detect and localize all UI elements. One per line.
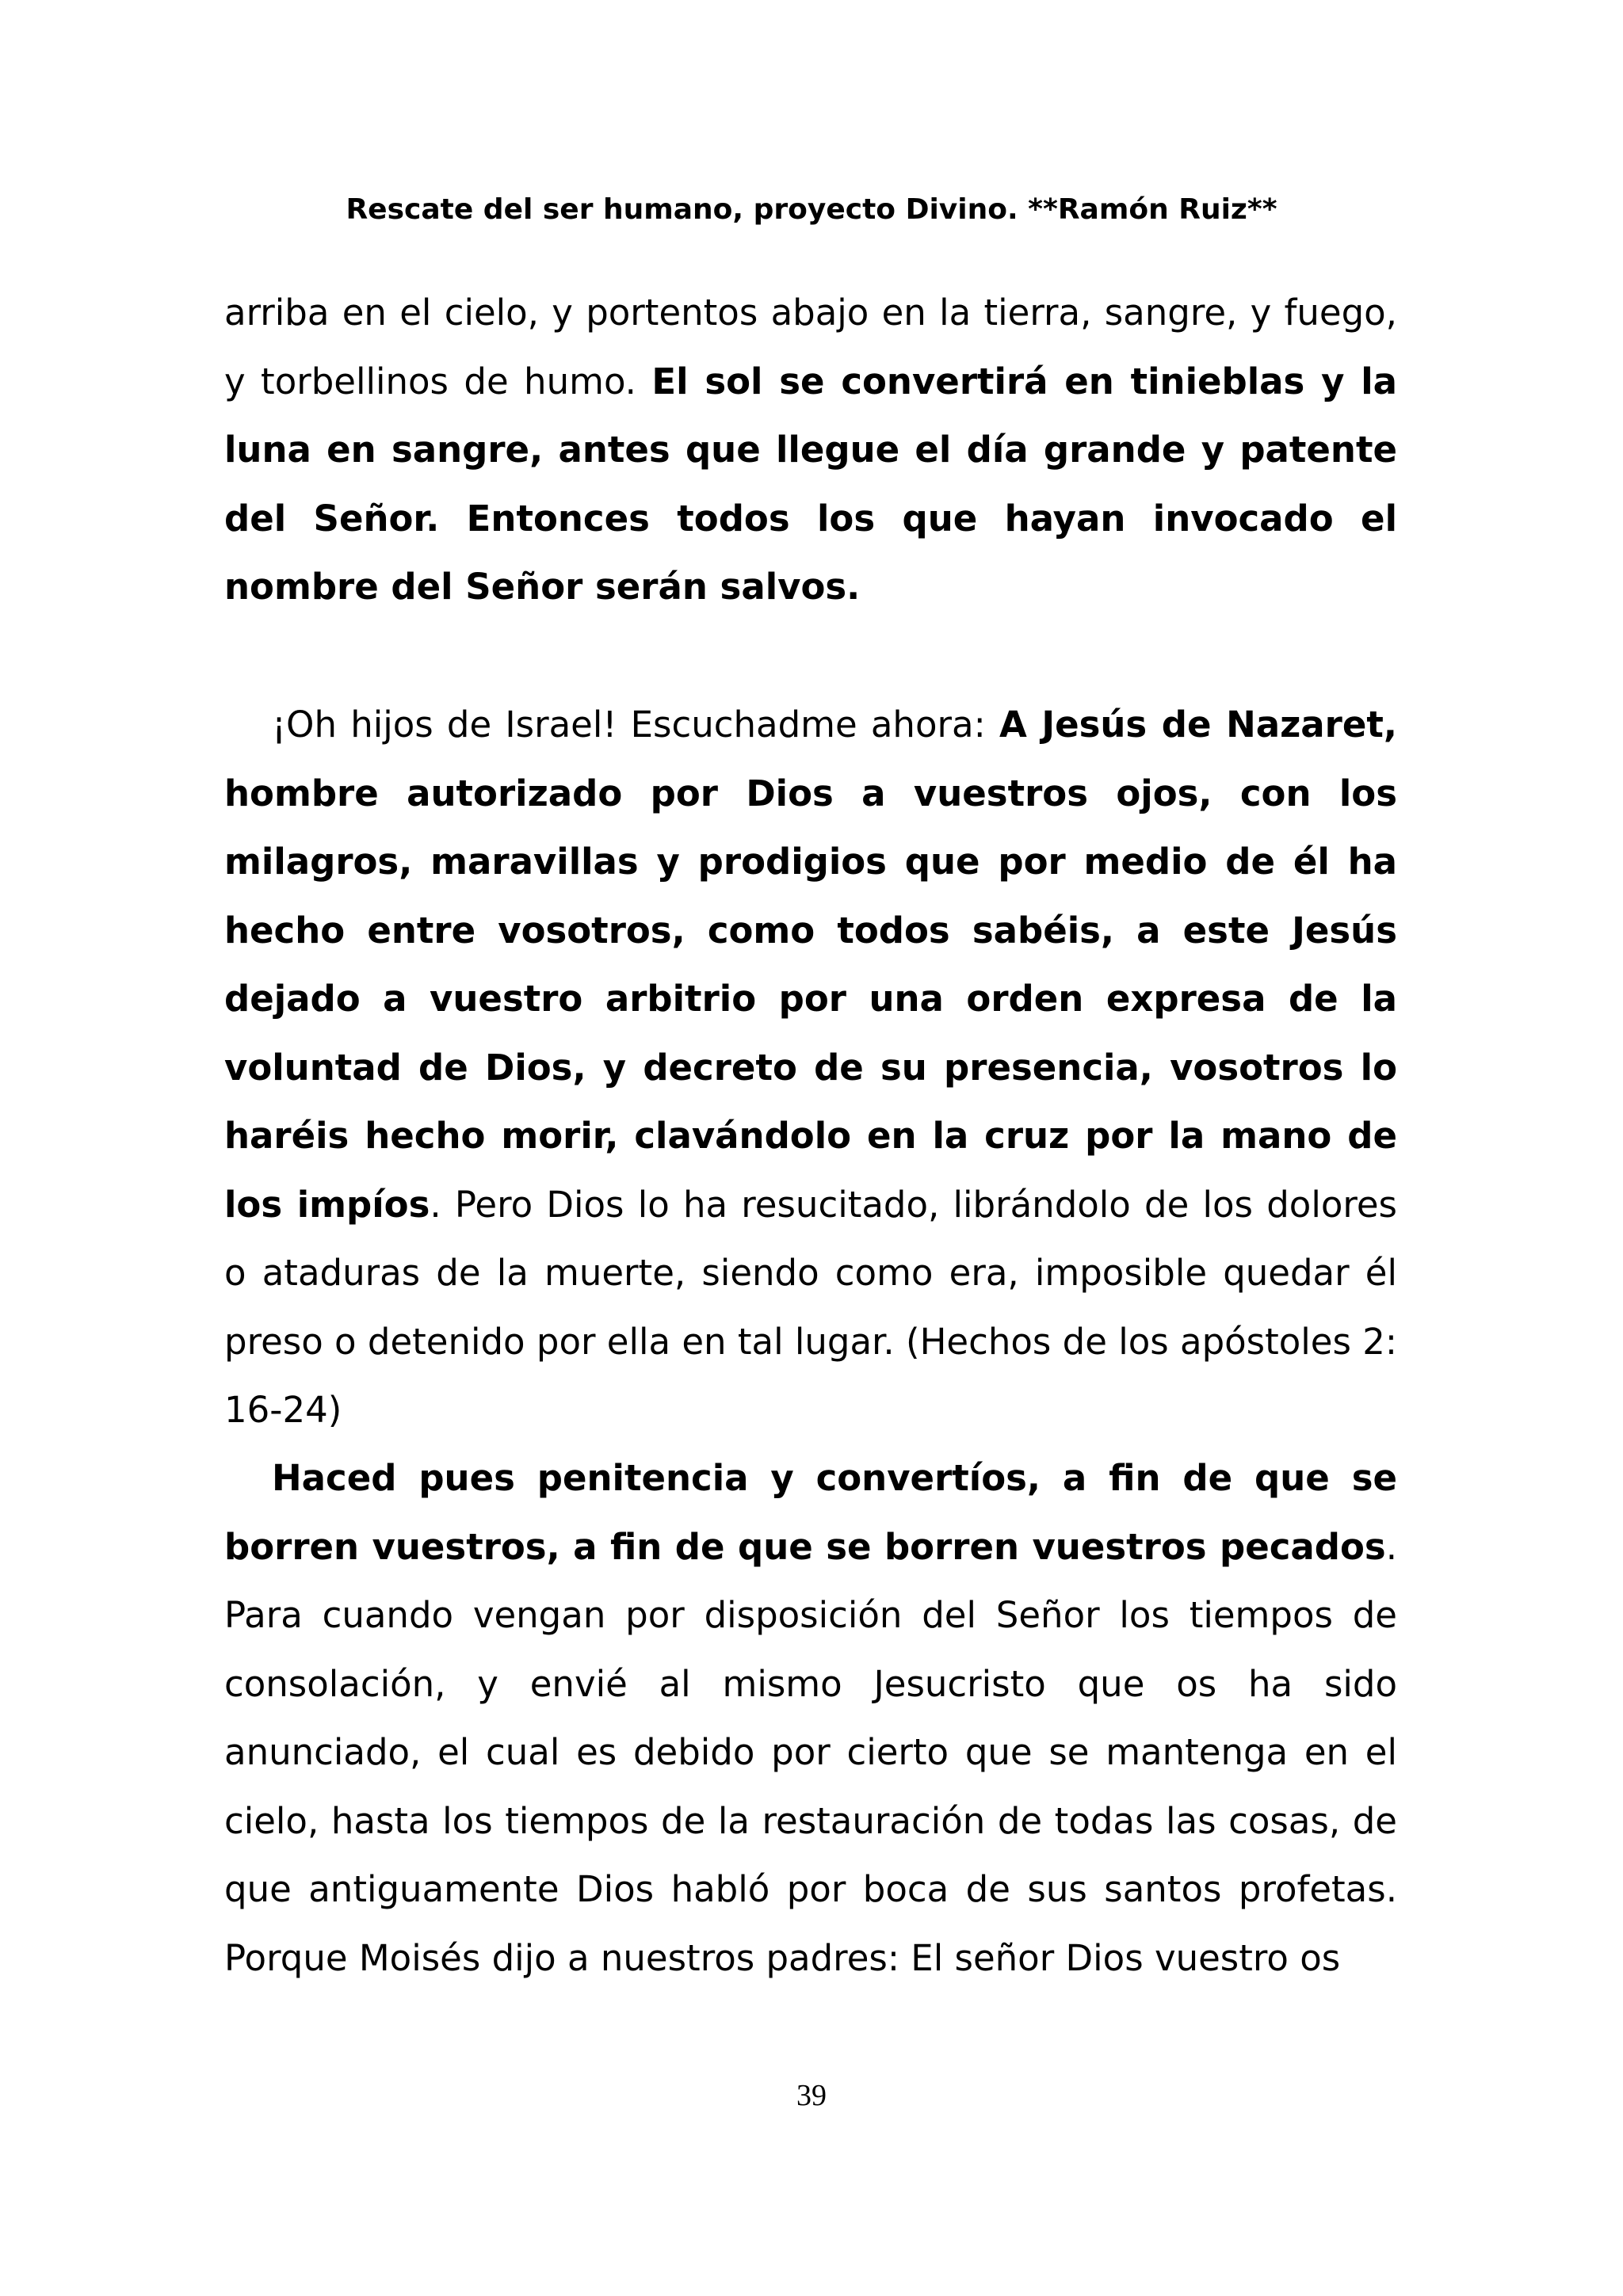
paragraph-2-bold-1: A Jesús de Nazaret, hombre autorizado por Dios a vuestros ojos, con los milagros, maravillas y prodigios que por medio de él ha hecho entre vosotros, como todos sabéis, a este Jesús dejado a vuestro arbitrio por una orden expresa de la voluntad de Dios, y decreto de su presencia, vosotros lo haréis hecho morir, clavándolo en la cruz por la mano de los impíos <box>224 704 1397 1226</box>
paragraph-3-text-1: . Para cuando vengan por disposición del Señor los tiempos de consolación, y envié al mismo Jesucristo que os ha sido anunciado, el cual es debido por cierto que se mantenga en el cielo, hasta los tiempos de la restauración de todas las cosas, de que antiguamente Dios habló por boca de sus santos profetas. Porque Moisés dijo a nuestros padres: El señor Dios vuestro os <box>224 1525 1397 1979</box>
paragraph-2-text-2: . Pero Dios lo ha resucitado, librándolo de los dolores o ataduras de la muerte, siendo como era, imposible quedar él preso o detenido por ella en tal lugar. (Hechos de los apóstoles 2: 16-24) <box>224 1183 1398 1431</box>
paragraph-1 <box>224 279 1397 622</box>
paragraph-3 <box>224 1444 1397 1993</box>
paragraph-1-bold-1: El sol se convertirá en tinieblas y la luna en sangre, antes que llegue el día grande y patente del Señor. Entonces todos los que hayan invocado el nombre del Señor serán salvos. <box>224 360 1398 608</box>
paragraph-3-bold-1: Haced pues penitencia y convertíos, a fin de que se borren vuestros, a fin de que se borren vuestros pecados <box>224 1457 1397 1568</box>
paragraph-1-text-1: arriba en el cielo, y portentos abajo en la tierra, sangre, y fuego, y torbellinos de humo. <box>224 292 1397 402</box>
page-number: 39 <box>796 2079 827 2112</box>
paragraph-2 <box>224 691 1397 1445</box>
running-header <box>0 190 1623 230</box>
paragraph-2-text-1: ¡Oh hijos de Israel! Escuchadme ahora: <box>272 704 999 746</box>
running-title: Rescate del ser humano, proyecto Divino. **Ramón Ruiz** <box>346 193 1277 226</box>
